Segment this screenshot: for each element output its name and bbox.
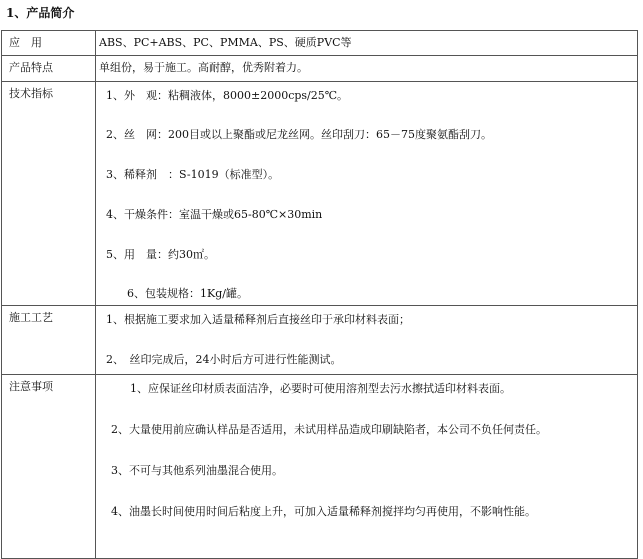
row-specs — [2, 82, 638, 306]
value-application: ABS、PC+ABS、PC、PMMA、PS、硬质PVC等 — [96, 31, 638, 56]
spec-line: 1、外 观：粘稠液体，8000±2000cps/25℃。 — [106, 89, 349, 102]
section-heading: 1、产品简介 — [6, 6, 75, 20]
value-features: 单组份，易于施工。高耐醇，优秀附着力。 — [96, 56, 638, 82]
product-spec-table — [1, 30, 638, 559]
value-process — [96, 306, 638, 375]
label-features: 产品特点 — [2, 56, 96, 82]
label-application: 应 用 — [2, 31, 96, 56]
value-notes — [96, 375, 638, 559]
spec-line: 2、丝 网：200目或以上聚酯或尼龙丝网。丝印刮刀：65－75度聚氨酯刮刀。 — [106, 128, 492, 141]
label-notes: 注意事项 — [2, 375, 96, 559]
value-specs — [96, 82, 638, 306]
spec-line: 6、包装规格：1Kg/罐。 — [127, 287, 248, 300]
spec-line: 3、稀释剂 ：S-1019（标准型）。 — [106, 168, 280, 181]
note-line: 1、应保证丝印材质表面洁净，必要时可使用溶剂型去污水擦拭适印材料表面。 — [130, 382, 511, 395]
row-process — [2, 306, 638, 375]
note-line: 3、不可与其他系列油墨混合使用。 — [111, 464, 283, 477]
spec-line: 4、干燥条件：室温干燥或65-80℃×30min — [106, 208, 323, 221]
note-line: 4、油墨长时间使用时间后粘度上升，可加入适量稀释剂搅拌均匀再使用，不影响性能。 — [111, 505, 536, 518]
process-line: 1、根据施工要求加入适量稀释剂后直接丝印于承印材料表面； — [106, 313, 410, 326]
label-specs: 技术指标 — [2, 82, 96, 306]
spec-line: 5、用 量：约30㎡。 — [106, 248, 215, 261]
label-process: 施工工艺 — [2, 306, 96, 375]
process-line: 2、 丝印完成后，24小时后方可进行性能测试。 — [106, 353, 342, 366]
note-line: 2、大量使用前应确认样品是否适用，未试用样品造成印刷缺陷者，本公司不负任何责任。 — [111, 423, 547, 436]
row-features — [2, 56, 638, 82]
row-notes — [2, 375, 638, 559]
row-application — [2, 31, 638, 56]
